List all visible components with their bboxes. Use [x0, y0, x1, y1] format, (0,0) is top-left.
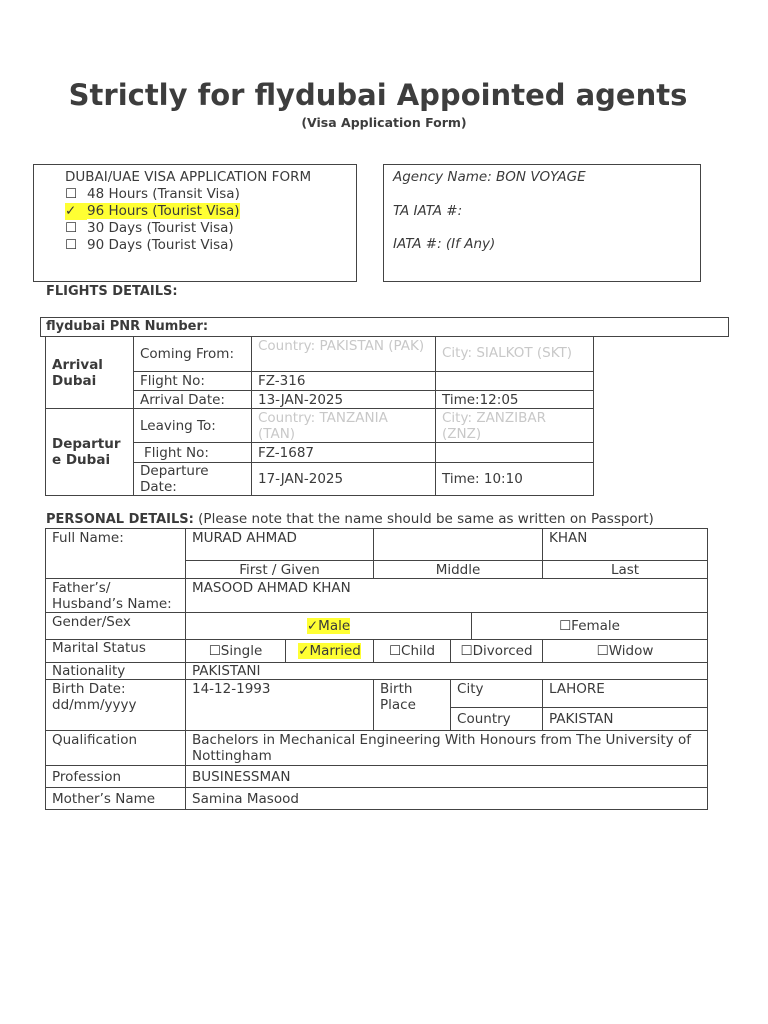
- arrival-city-field[interactable]: City: SIALKOT (SKT): [436, 337, 594, 372]
- marital-status-label: Marital Status: [46, 640, 186, 663]
- visa-option-30d[interactable]: [65, 220, 234, 237]
- birth-city-field[interactable]: LAHORE: [543, 680, 708, 708]
- arrival-flight-no[interactable]: FZ-316: [252, 372, 436, 391]
- personal-heading: [46, 511, 654, 528]
- father-name-label: Father’s/ Husband’s Name:: [46, 579, 186, 613]
- visa-option-label: 90 Days (Tourist Visa): [87, 237, 234, 253]
- birth-date-label: Birth Date: dd/mm/yyyy: [46, 680, 186, 731]
- last-name-caption: Last: [543, 561, 708, 579]
- marital-single-option[interactable]: ☐Single: [186, 640, 286, 663]
- qualification-field[interactable]: Bachelors in Mechanical Engineering With Honours from The University of Nottingham: [186, 731, 708, 766]
- departure-extra-cell: [436, 443, 594, 463]
- departure-section-label: Departure Dubai: [46, 409, 134, 496]
- first-name-field[interactable]: MURAD AHMAD: [186, 529, 374, 561]
- visa-option-label: 48 Hours (Transit Visa): [87, 186, 240, 202]
- pnr-field[interactable]: [40, 317, 729, 337]
- pnr-label: flydubai PNR Number:: [46, 319, 209, 334]
- departure-date[interactable]: 17-JAN-2025: [252, 463, 436, 496]
- profession-field[interactable]: BUSINESSMAN: [186, 766, 708, 788]
- birth-date-field[interactable]: 14-12-1993: [186, 680, 374, 731]
- gender-label: Gender/Sex: [46, 613, 186, 640]
- ta-iata-field: TA IATA #:: [393, 203, 463, 219]
- marital-child-option[interactable]: ☐Child: [374, 640, 451, 663]
- flight-no-label: Flight No:: [134, 372, 252, 391]
- gender-male-label: ✓Male: [306, 618, 351, 634]
- personal-table: [45, 528, 708, 810]
- coming-from-label: Coming From:: [134, 337, 252, 372]
- mother-name-label: Mother’s Name: [46, 788, 186, 810]
- visa-type-box: [33, 164, 357, 282]
- departure-country-field[interactable]: Country: TANZANIA (TAN): [252, 409, 436, 443]
- page-subtitle: (Visa Application Form): [301, 115, 467, 130]
- visa-option-label: 30 Days (Tourist Visa): [87, 220, 234, 236]
- father-name-field[interactable]: MASOOD AHMAD KHAN: [186, 579, 708, 613]
- agency-name: Agency Name: BON VOYAGE: [393, 169, 586, 185]
- visa-form-heading: DUBAI/UAE VISA APPLICATION FORM: [65, 169, 312, 185]
- departure-date-label: Departure Date:: [134, 463, 252, 496]
- departure-city-field[interactable]: City: ZANZIBAR (ZNZ): [436, 409, 594, 443]
- gender-female-label: ☐Female: [559, 618, 620, 634]
- birth-place-label: Birth Place: [374, 680, 451, 731]
- middle-name-field[interactable]: [374, 529, 543, 561]
- visa-option-96h[interactable]: [65, 203, 240, 220]
- leaving-to-label: Leaving To:: [134, 409, 252, 443]
- checkbox-icon: ☐: [65, 186, 78, 202]
- personal-heading-label: PERSONAL DETAILS:: [46, 512, 194, 527]
- checkbox-icon: ☐: [65, 220, 78, 236]
- gender-female-option[interactable]: [472, 613, 708, 640]
- full-name-label: Full Name:: [46, 529, 186, 579]
- qualification-label: Qualification: [46, 731, 186, 766]
- marital-married-option[interactable]: [286, 640, 374, 663]
- departure-flight-no[interactable]: FZ-1687: [252, 443, 436, 463]
- page-title: Strictly for flydubai Appointed agents: [68, 78, 688, 112]
- birth-country-label: Country: [451, 708, 543, 731]
- mother-name-field[interactable]: Samina Masood: [186, 788, 708, 810]
- arrival-date-label: Arrival Date:: [134, 391, 252, 409]
- birth-country-field[interactable]: PAKISTAN: [543, 708, 708, 731]
- departure-time[interactable]: Time: 10:10: [436, 463, 594, 496]
- visa-option-90d[interactable]: [65, 237, 234, 254]
- marital-widow-option[interactable]: ☐Widow: [543, 640, 708, 663]
- arrival-time[interactable]: Time:12:05: [436, 391, 594, 409]
- agency-box: [383, 164, 701, 282]
- birth-city-label: City: [451, 680, 543, 708]
- nationality-label: Nationality: [46, 663, 186, 680]
- visa-option-48h[interactable]: [65, 186, 240, 203]
- arrival-country-field[interactable]: Country: PAKISTAN (PAK): [252, 337, 436, 372]
- arrival-section-label: Arrival Dubai: [46, 337, 134, 409]
- flight-no-label: Flight No:: [134, 443, 252, 463]
- checkbox-icon: ☐: [65, 237, 78, 253]
- marital-divorced-option[interactable]: ☐Divorced: [451, 640, 543, 663]
- arrival-extra-cell: [436, 372, 594, 391]
- arrival-date[interactable]: 13-JAN-2025: [252, 391, 436, 409]
- check-icon: ✓: [65, 203, 87, 220]
- nationality-field[interactable]: PAKISTANI: [186, 663, 708, 680]
- flights-heading: FLIGHTS DETAILS:: [46, 284, 178, 299]
- first-name-caption: First / Given: [186, 561, 374, 579]
- middle-name-caption: Middle: [374, 561, 543, 579]
- personal-note: (Please note that the name should be same as written on Passport): [198, 511, 654, 527]
- marital-married-label: ✓Married: [298, 643, 361, 659]
- visa-option-label: 96 Hours (Tourist Visa): [87, 203, 240, 219]
- iata-field: IATA #: (If Any): [393, 236, 496, 252]
- gender-male-option[interactable]: [186, 613, 472, 640]
- flights-table: [45, 336, 594, 496]
- last-name-field[interactable]: KHAN: [543, 529, 708, 561]
- profession-label: Profession: [46, 766, 186, 788]
